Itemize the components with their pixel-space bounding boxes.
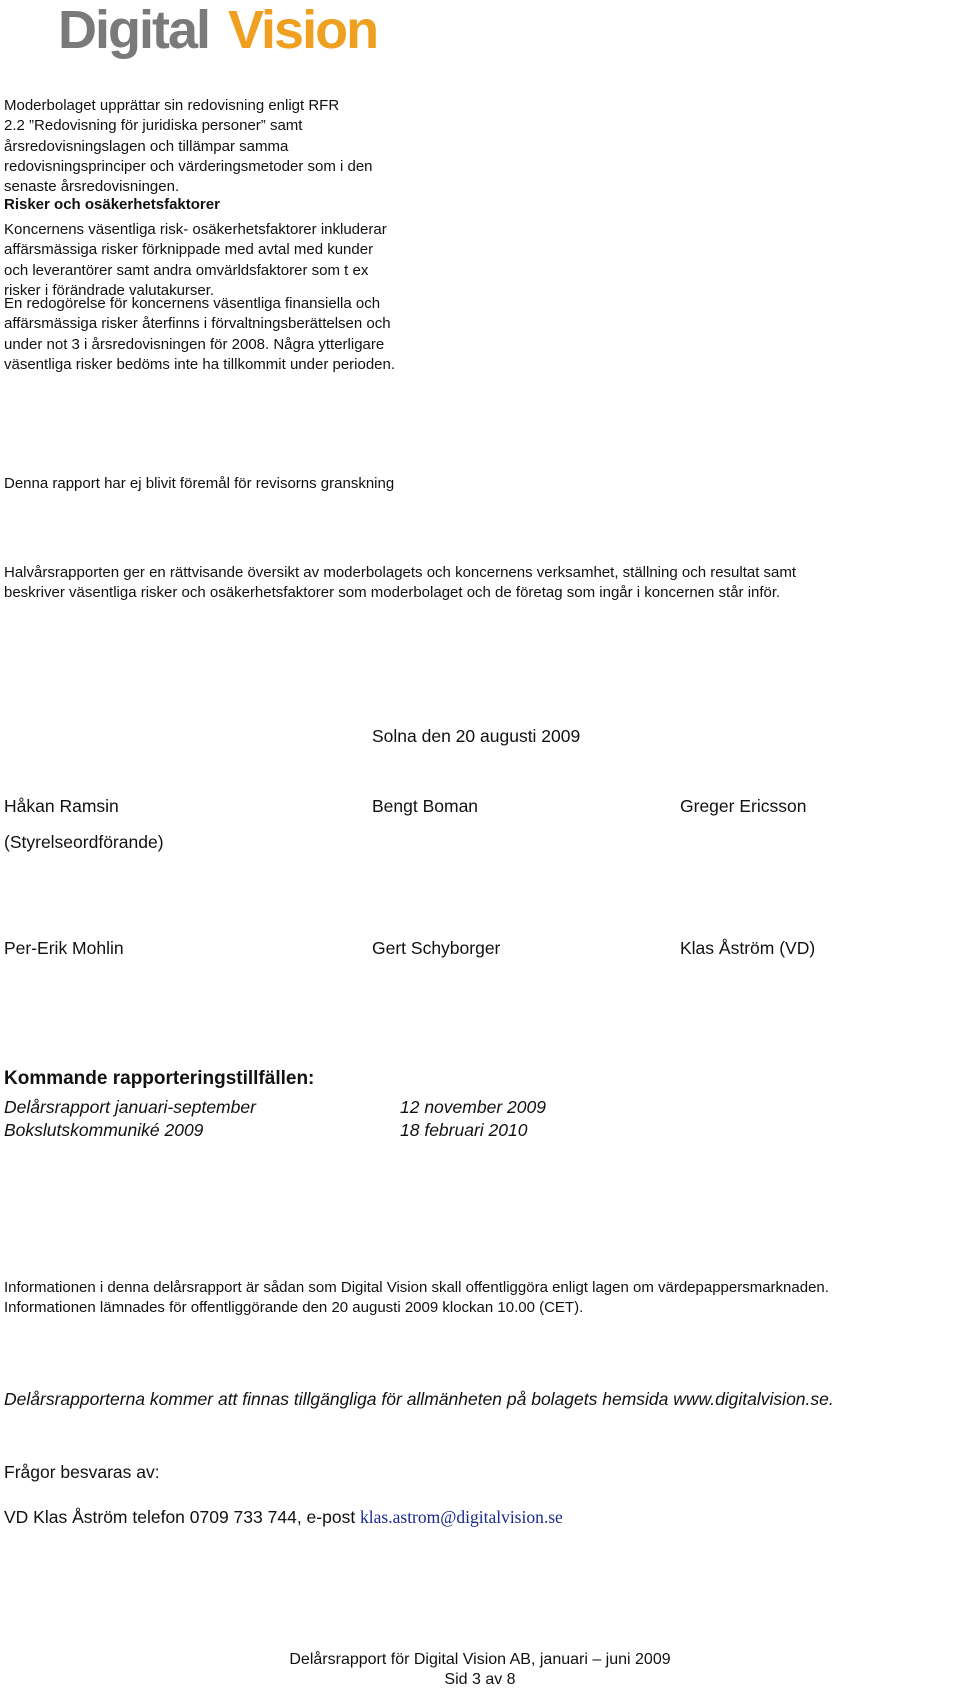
signatory-5: Gert Schyborger — [372, 938, 501, 958]
place-date: Solna den 20 augusti 2009 — [372, 726, 581, 746]
upcoming-reports-heading: Kommande rapporteringstillfällen: — [4, 1068, 315, 1089]
risk-paragraph-1: Koncernens väsentliga risk- osäkerhetsfaktorer inkluderar affärsmässiga risker förknippade med avtal med kunder och leverantörer samt andra omvärldsfaktorer som t ex risker i förändrade valutakurser. — [4, 221, 387, 299]
footer-page-number: Sid 3 av 8 — [444, 1671, 516, 1688]
upcoming-item-2-label: Bokslutskommuniké 2009 — [4, 1120, 204, 1140]
questions-label: Frågor besvaras av: — [4, 1462, 160, 1482]
assurance-statement: Halvårsrapporten ger en rättvisande översikt av moderbolagets och koncernens verksamhet, ställning och resultat samt beskriver väsentliga risker och osäkerhetsfaktorer som moderbolaget och de företag som ingår i koncernen står inför. — [4, 564, 797, 602]
audit-note: Denna rapport har ej blivit föremål för revisorns granskning — [4, 475, 395, 492]
disclosure-statement: Informationen i denna delårsrapport är sådan som Digital Vision skall offentliggöra enligt lagen om värdepappersmarknaden. Informationen lämnades för offentliggörande den 20 augusti 2009 klockan 10.00 (CET). — [4, 1279, 829, 1317]
signatory-6: Klas Åström (VD) — [680, 938, 816, 958]
logo-vision: Vision — [228, 0, 378, 60]
signatory-4: Per-Erik Mohlin — [4, 938, 124, 958]
signatory-2: Bengt Boman — [372, 796, 479, 816]
upcoming-item-1-label: Delårsrapport januari-september — [4, 1097, 256, 1117]
accounting-principles-paragraph: Moderbolaget upprättar sin redovisning enligt RFR 2.2 ”Redovisning för juridiska personer” samt årsredovisningslagen och tillämpar samma redovisningsprinciper och värderingsmetoder som i den senaste årsredovisningen. — [4, 97, 373, 196]
footer-title: Delårsrapport för Digital Vision AB, januari – juni 2009 — [289, 1651, 671, 1668]
risk-paragraph-2: En redogörelse för koncernens väsentliga finansiella och affärsmässiga risker återfinns i förvaltningsberättelsen och under not 3 i årsredovisningen för 2008. Några ytterligare väsentliga risker bedöms inte ha tillkommit under perioden. — [4, 295, 396, 373]
risk-heading: Risker och osäkerhetsfaktorer — [4, 196, 220, 213]
contact-prefix: VD Klas Åström telefon 0709 733 744, e-post — [4, 1507, 361, 1527]
website-note: Delårsrapporterna kommer att finnas tillgängliga för allmänheten på bolagets hemsida www.digitalvision.se. — [4, 1389, 834, 1409]
contact-line — [4, 1506, 563, 1528]
upcoming-item-2-date: 18 februari 2010 — [400, 1120, 528, 1140]
company-logo — [58, 0, 398, 72]
logo-digital: Digital — [58, 0, 210, 60]
signatory-3: Greger Ericsson — [680, 796, 807, 816]
signatory-1-role: (Styrelseordförande) — [4, 832, 164, 852]
signatory-1: Håkan Ramsin — [4, 796, 119, 816]
logo-graphic — [58, 0, 398, 72]
contact-email-link[interactable]: klas.astrom@digitalvision.se — [360, 1507, 563, 1527]
upcoming-item-1-date: 12 november 2009 — [400, 1097, 546, 1117]
